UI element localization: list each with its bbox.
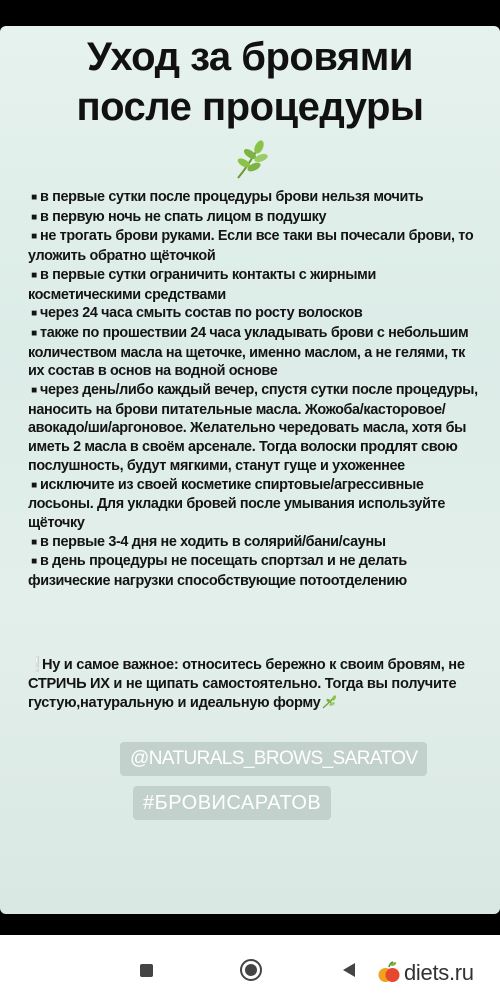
hashtag-tag[interactable]: #БРОВИСАРАТОВ [133,786,331,820]
list-item: ■ в первые 3-4 дня не ходить в солярий/бани/сауны [28,533,478,553]
bullet-icon: ■ [31,231,37,243]
list-item: ■ в первые сутки ограничить контакты с жирными косметическими средствами [28,266,376,303]
home-icon[interactable] [240,959,262,981]
herb-leaf-icon [321,695,337,709]
list-item: ■ не трогать брови руками. Если все таки вы почесали брови, то уложить обратно щёточкой [28,228,474,265]
watermark-text: diets.ru [404,960,474,985]
instagram-mention-tag[interactable]: @NATURALS_BROWS_SARATOV [120,742,427,776]
bullet-icon: ■ [31,308,37,320]
bullet-icon: ■ [31,556,37,568]
list-item: ■ исключите из своей косметике спиртовые/агрессивные лосьоны. Для укладки бровей после умывания используйте щёточку [28,476,445,531]
back-icon[interactable] [343,963,355,977]
bullet-icon: ■ [31,269,37,281]
exclamation-icon: ❕ [28,657,46,673]
herb-leaf-icon [228,138,272,182]
list-item: ■ в первую ночь не спать лицом в подушку [28,208,478,228]
list-item: ■ также по прошествии 24 часа укладывать брови с небольшим количеством масла на щеточке, именно маслом, а не гелями, тк их состав в основ на водной основе [28,324,469,380]
list-item: ■ через день/либо каждый вечер, спустя сутки после процедуры, наносить на брови питательные масла. Жожоба/касторовое/авокадо/ши/аргоновое. Желательно чередовать масла, хотя бы иметь 2 масла в своём арсенале. Тогда волоски продлят свою послушность, будут мягкими, станут гуще и ухоженнее [28,382,478,474]
watermark [376,958,474,988]
bullet-icon: ■ [31,327,37,339]
title-line-2: после процедуры [76,85,424,129]
bullet-icon: ■ [31,211,37,223]
care-instructions-list [28,188,478,591]
bullet-icon: ■ [31,385,37,397]
recent-apps-icon[interactable] [140,964,153,977]
bullet-icon: ■ [31,192,37,203]
page-title [0,32,500,132]
bullet-icon: ■ [31,479,37,491]
list-item: ■ в первые сутки после процедуры брови нельзя мочить [28,188,478,208]
apple-icon [376,960,402,986]
story-card [0,26,500,914]
bullet-icon: ■ [31,536,37,548]
title-line-1: Уход за бровями [87,35,413,79]
important-note: ❕Ну и самое важное: относитесь бережно к своим бровям, не СТРИЧЬ ИХ и не щипать самостоятельно. Тогда вы получите густую,натуральную и идеальную форму [28,657,465,711]
list-item: ■ через 24 часа смыть состав по росту волосков [28,304,478,324]
list-item: ■ в день процедуры не посещать спортзал и не делать физические нагрузки способствующие потоотделению [28,553,407,590]
